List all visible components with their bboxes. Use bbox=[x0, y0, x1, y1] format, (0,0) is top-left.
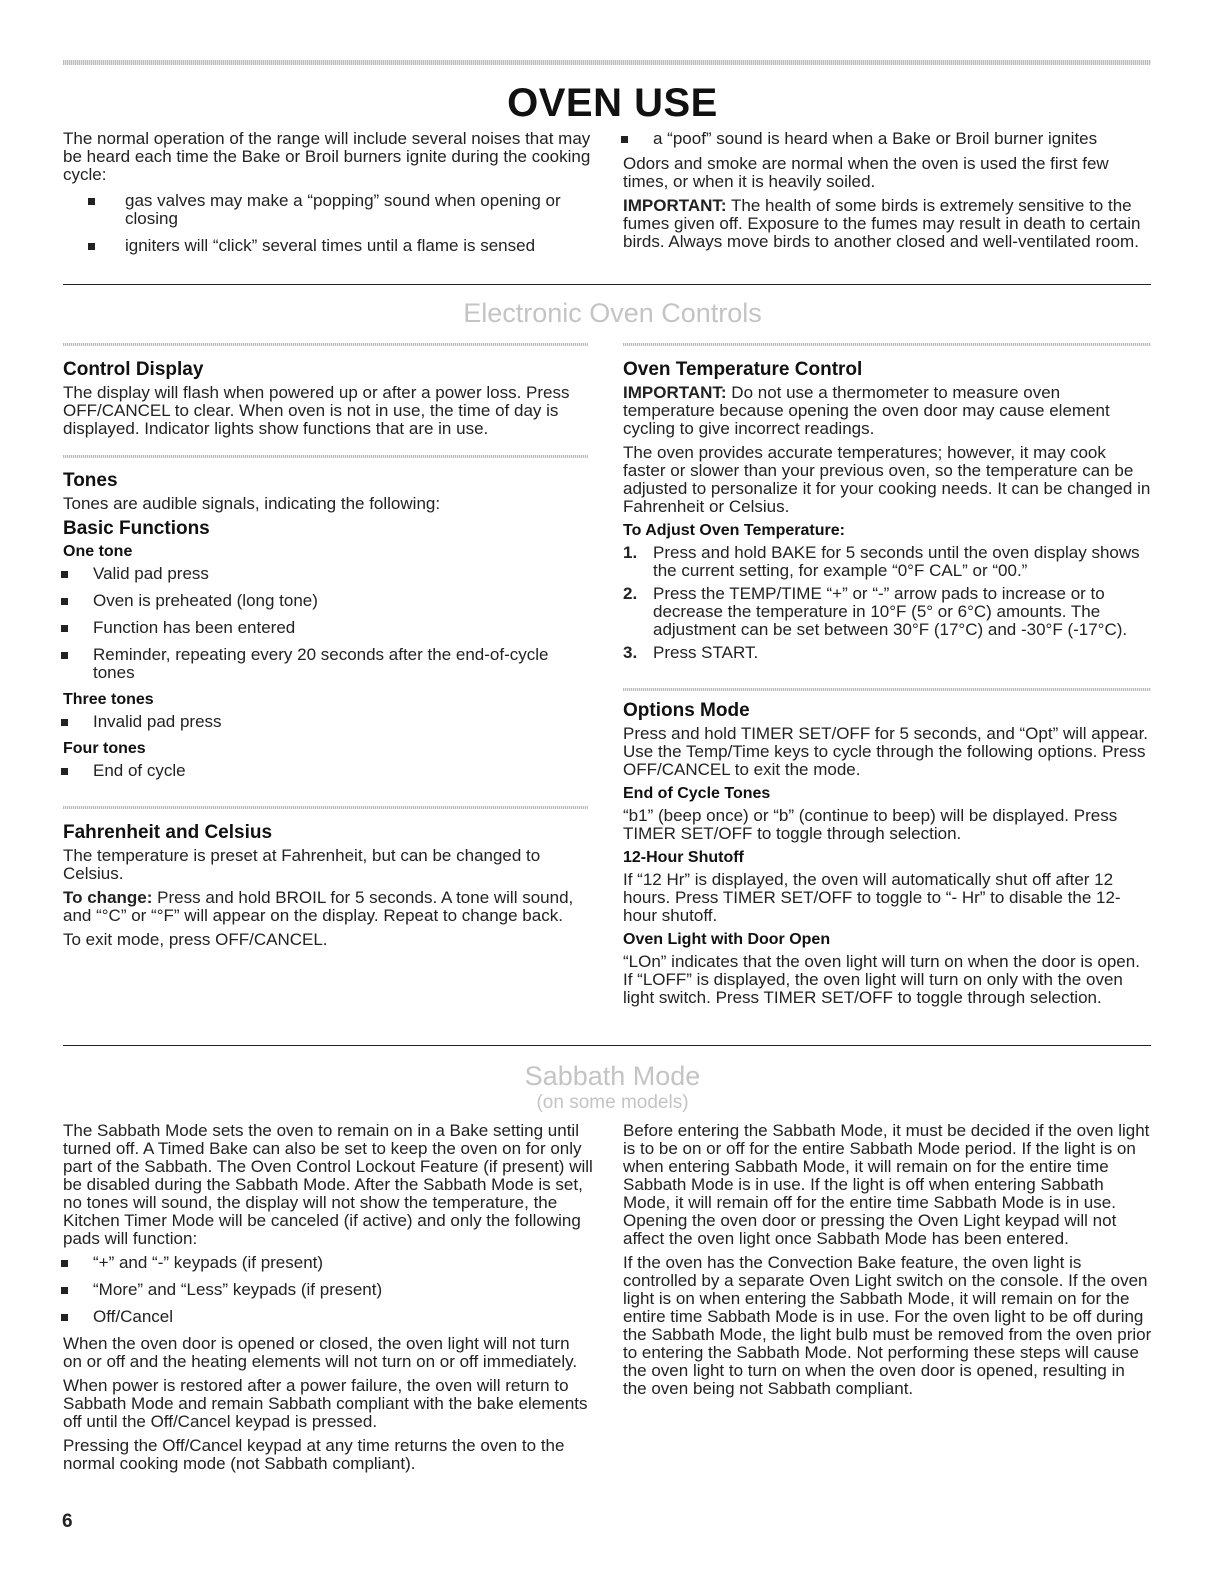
intro-bullet: igniters will “click” several times until a flame is sensed bbox=[63, 237, 593, 255]
page-number: 6 bbox=[62, 1511, 73, 1532]
section-divider bbox=[63, 1045, 1151, 1046]
change-label: To change: bbox=[63, 888, 153, 907]
intro-right bbox=[623, 130, 1158, 257]
top-decorative-bar bbox=[63, 60, 1151, 65]
options-text: Press and hold TIMER SET/OFF for 5 seconds, and “Opt” will appear. Use the Temp/Time keys to cycle through the following options. Press OFF/CANCEL to exit the mode. bbox=[623, 724, 1149, 779]
sabbath-paragraph: If the oven has the Convection Bake feature, the oven light is controlled by a separate Oven Light switch on the console. If the oven light is on when entering the Sabbath Mode, it will remain on for the entire time Sabbath Mode is in use. For the oven light to be off during the Sabbath Mode, the light bulb must be removed from the oven prior to entering the Sabbath Mode. Not performing these steps will cause the oven light to turn on when the oven door is opened, resulting in the oven being not Sabbath compliant. bbox=[623, 1253, 1152, 1398]
subsection-divider bbox=[63, 806, 588, 809]
step-number: 2. bbox=[623, 584, 638, 603]
sabbath-bullet: “More” and “Less” keypads (if present) bbox=[63, 1281, 593, 1299]
fahrenheit-text: The temperature is preset at Fahrenheit, but can be changed to Celsius. bbox=[63, 846, 541, 883]
tones-section bbox=[63, 471, 588, 789]
step-text: Press the TEMP/TIME “+” or “-” arrow pads to increase or to decrease the temperature in 10°F (5° or 6°C) amounts. The adjustment can be set between 30°F (17°C) and -30°F (-17°C). bbox=[653, 584, 1128, 639]
four-tones-heading: Four tones bbox=[63, 740, 146, 757]
fahrenheit-change bbox=[63, 889, 588, 925]
step-text: Press and hold BAKE for 5 seconds until the oven display shows the current setting, for example “0°F CAL” or “00.” bbox=[653, 543, 1140, 580]
options-section bbox=[623, 701, 1151, 1013]
important-text: The health of some birds is extremely sensitive to the fumes given off. Exposure to the fumes may result in death to certain birds. Always move birds to another closed and well-ventilated room. bbox=[623, 196, 1141, 251]
electronic-left bbox=[63, 360, 588, 444]
sabbath-right bbox=[623, 1122, 1153, 1404]
sabbath-bullet: Off/Cancel bbox=[63, 1308, 593, 1326]
section-divider bbox=[63, 284, 1151, 285]
tone-item: Reminder, repeating every 20 seconds after the end-of-cycle tones bbox=[63, 646, 588, 682]
tone-item: Oven is preheated (long tone) bbox=[63, 592, 588, 610]
section-title-electronic: Electronic Oven Controls bbox=[463, 298, 762, 328]
important-label: IMPORTANT: bbox=[623, 196, 727, 215]
oven-temp-heading: Oven Temperature Control bbox=[623, 359, 863, 380]
control-display-text: The display will flash when powered up or after a power loss. Press OFF/CANCEL to clear. When oven is not in use, the time of day is displayed. Indicator lights show functions that are in use. bbox=[63, 383, 570, 438]
three-tones-heading: Three tones bbox=[63, 691, 154, 708]
step-item bbox=[623, 585, 1151, 639]
page-title: OVEN USE bbox=[507, 81, 718, 125]
sabbath-paragraph: Before entering the Sabbath Mode, it must be decided if the oven light is to be on or off for the entire Sabbath Mode period. If the light is on when entering Sabbath Mode, it will remain on for the entire time Sabbath Mode is in use. If the light is off when entering Sabbath Mode, it will remain off for the entire time Sabbath Mode is in use. Opening the oven door or pressing the Oven Light keypad will not affect the oven light once Sabbath Mode has been entered. bbox=[623, 1121, 1150, 1248]
section-title-sabbath: Sabbath Mode bbox=[524, 1061, 701, 1091]
step-item bbox=[623, 644, 1151, 662]
tone-item: Function has been entered bbox=[63, 619, 588, 637]
control-display-heading: Control Display bbox=[63, 359, 204, 380]
fahrenheit-heading: Fahrenheit and Celsius bbox=[63, 822, 273, 843]
tones-text: Tones are audible signals, indicating the following: bbox=[63, 494, 441, 513]
oven-temp-text: The oven provides accurate temperatures; however, it may cook faster or slower than your previous oven, so the temperature can be adjusted to personalize it for your cooking needs. It can be changed in Fahrenheit or Celsius. bbox=[623, 443, 1151, 516]
sabbath-subtitle: (on some models) bbox=[536, 1092, 689, 1113]
fahrenheit-section bbox=[63, 823, 588, 955]
options-heading: Options Mode bbox=[623, 700, 750, 721]
eoc-heading: End of Cycle Tones bbox=[623, 785, 771, 802]
tone-item: Invalid pad press bbox=[63, 713, 588, 731]
subsection-divider bbox=[63, 343, 588, 346]
step-number: 3. bbox=[623, 643, 638, 662]
sabbath-paragraph: When power is restored after a power failure, the oven will return to Sabbath Mode and remain Sabbath compliant with the bake elements off until the Off/Cancel keypad is pressed. bbox=[63, 1376, 588, 1431]
sabbath-left bbox=[63, 1122, 593, 1479]
oven-temp-important bbox=[623, 384, 1151, 438]
intro-important bbox=[623, 197, 1158, 251]
eoc-text: “b1” (beep once) or “b” (continue to beep) will be displayed. Press TIMER SET/OFF to toggle through selection. bbox=[623, 806, 1118, 843]
sabbath-paragraph: Pressing the Off/Cancel keypad at any time returns the oven to the normal cooking mode (not Sabbath compliant). bbox=[63, 1436, 565, 1473]
intro-left bbox=[63, 130, 593, 264]
step-item bbox=[623, 544, 1151, 580]
tone-item: End of cycle bbox=[63, 762, 588, 780]
change-text: Press and hold BROIL for 5 seconds. A tone will sound, and “°C” or “°F” will appear on the display. Repeat to change back. bbox=[63, 888, 574, 925]
step-number: 1. bbox=[623, 543, 638, 562]
fahrenheit-exit: To exit mode, press OFF/CANCEL. bbox=[63, 930, 328, 949]
light-text: “LOn” indicates that the oven light will turn on when the door is open. If “LOFF” is displayed, the oven light will turn on only with the oven light switch. Press TIMER SET/OFF to toggle through selection. bbox=[623, 952, 1140, 1007]
adjust-heading: To Adjust Oven Temperature: bbox=[623, 522, 845, 539]
subsection-divider bbox=[63, 455, 588, 458]
oven-temp-section bbox=[623, 360, 1151, 667]
intro-bullet: gas valves may make a “popping” sound when opening or closing bbox=[63, 192, 593, 228]
sabbath-paragraph: The Sabbath Mode sets the oven to remain on in a Bake setting until turned off. A Timed Bake can also be set to keep the oven on for only part of the Sabbath. The Oven Control Lockout Feature (if present) will be disabled during the Sabbath Mode. After the Sabbath Mode is set, no tones will sound, the display will not show the temperature, the Kitchen Timer Mode will be canceled (if active) and only the following pads will function: bbox=[63, 1121, 593, 1248]
tones-heading: Tones bbox=[63, 470, 118, 491]
subsection-divider bbox=[623, 343, 1151, 346]
odors-paragraph: Odors and smoke are normal when the oven is used the first few times, or when it is heavily soiled. bbox=[623, 154, 1109, 191]
light-heading: Oven Light with Door Open bbox=[623, 931, 831, 948]
important-label: IMPORTANT: bbox=[623, 383, 727, 402]
shutoff-text: If “12 Hr” is displayed, the oven will automatically shut off after 12 hours. Press TIMER SET/OFF to toggle to “- Hr” to disable the 12-hour shutoff. bbox=[623, 870, 1121, 925]
shutoff-heading: 12-Hour Shutoff bbox=[623, 849, 744, 866]
intro-bullet: a “poof” sound is heard when a Bake or Broil burner ignites bbox=[623, 130, 1158, 148]
tone-item: Valid pad press bbox=[63, 565, 588, 583]
step-text: Press START. bbox=[653, 643, 759, 662]
subsection-divider bbox=[623, 688, 1151, 691]
sabbath-paragraph: When the oven door is opened or closed, the oven light will not turn on or off and the heating elements will not turn on or off immediately. bbox=[63, 1334, 578, 1371]
one-tone-heading: One tone bbox=[63, 543, 133, 560]
sabbath-bullet: “+” and “-” keypads (if present) bbox=[63, 1254, 593, 1272]
intro-paragraph: The normal operation of the range will include several noises that may be heard each time the Bake or Broil burners ignite during the cooking cycle: bbox=[63, 129, 591, 184]
basic-functions-heading: Basic Functions bbox=[63, 518, 210, 539]
important-text: Do not use a thermometer to measure oven temperature because opening the oven door may cause element cycling to give incorrect readings. bbox=[623, 383, 1110, 438]
